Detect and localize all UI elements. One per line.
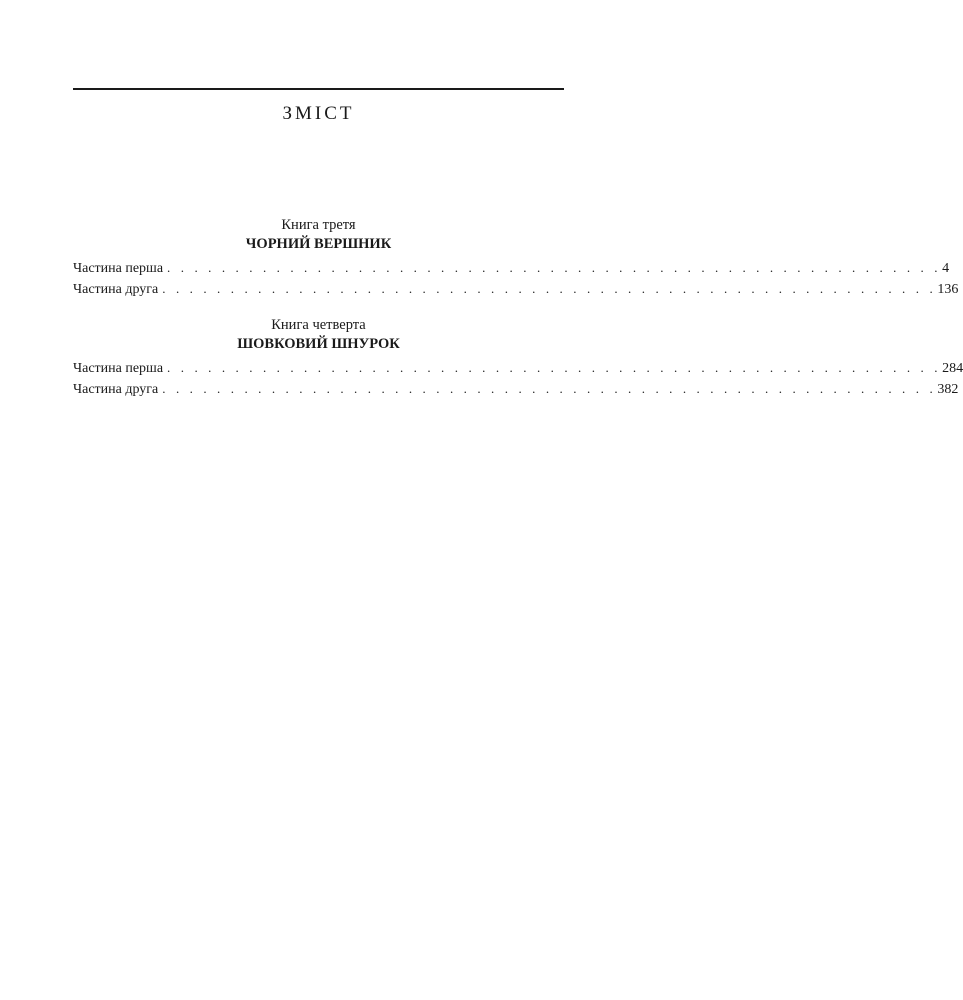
toc-entry-page: 284 — [942, 361, 963, 376]
toc-entry-label: Частина друга — [73, 282, 159, 297]
dot-leader: . . . . . . . . . . . . . . . . . . . . . . . . . . . . . . . . . . . . . . . . . . . . . . . . . . . . . . . . . — [167, 260, 942, 275]
toc-entry-page: 136 — [937, 282, 959, 297]
dot-leader: . . . . . . . . . . . . . . . . . . . . . . . . . . . . . . . . . . . . . . . . . . . . . . . . . . . . . . . . . — [162, 281, 937, 296]
toc-entry[interactable] — [73, 279, 959, 300]
toc-entry-label: Частина перша — [73, 261, 164, 276]
toc-entry[interactable] — [73, 379, 959, 400]
book-section-4 — [73, 316, 963, 400]
toc-entry-page: 382 — [937, 382, 959, 397]
toc-entry-label: Частина перша — [73, 361, 164, 376]
book-subtitle: Книга третя — [281, 217, 356, 233]
page — [73, 0, 963, 1000]
dot-leader: . . . . . . . . . . . . . . . . . . . . . . . . . . . . . . . . . . . . . . . . . . . . . . . . . . . . . . . . . — [162, 381, 937, 396]
toc-entry-label: Частина друга — [73, 382, 159, 397]
toc-entry-page: 4 — [942, 261, 950, 276]
dot-leader: . . . . . . . . . . . . . . . . . . . . . . . . . . . . . . . . . . . . . . . . . . . . . . . . . . . . . . . . . — [167, 360, 942, 375]
book-title: ЧОРНИЙ ВЕРШНИК — [245, 236, 392, 252]
toc-title: ЗМІСТ — [282, 103, 355, 124]
toc-entry[interactable] — [73, 258, 950, 279]
top-rule — [73, 88, 564, 90]
book-section-3 — [73, 216, 959, 300]
book-subtitle: Книга четверта — [271, 317, 366, 333]
toc-entry[interactable] — [73, 358, 963, 379]
book-title: ШОВКОВИЙ ШНУРОК — [237, 336, 400, 352]
